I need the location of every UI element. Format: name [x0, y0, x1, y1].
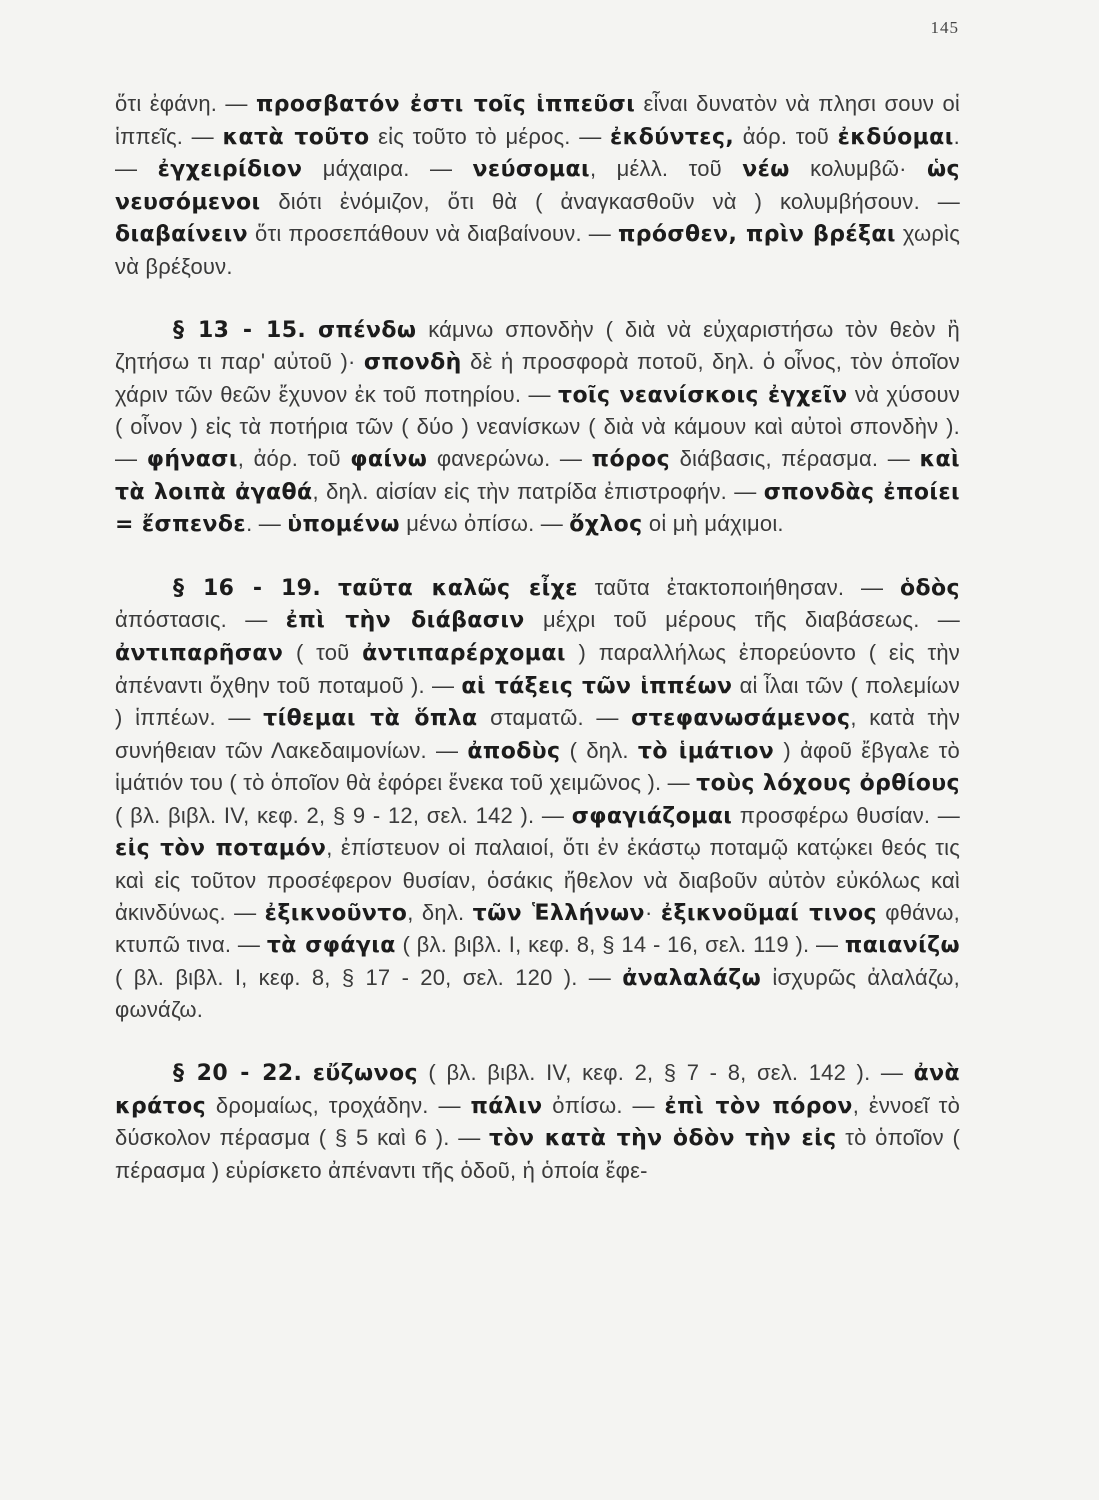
- bold-term: ὡς νευσόμενοι: [115, 157, 960, 215]
- paragraph-gap: [115, 541, 960, 572]
- gloss-text: ) ἀφοῦ ἔβγαλε τὸ ἱμάτιόν του ( τὸ ὁποῖον θὰ ἐφόρει ἕνεκα τοῦ χειμῶνος ). —: [115, 737, 960, 796]
- gloss-text: [321, 575, 338, 600]
- gloss-text: ( βλ. βιβλ. IV, κεφ. 2, § 9 - 12, σελ. 142 ). —: [115, 802, 572, 828]
- gloss-text: φθάνω, κτυπῶ τινα. —: [115, 899, 960, 958]
- bold-term: τὸ ἱμάτιον: [637, 738, 775, 764]
- bold-term: προσβατόν ἐστι τοῖς ἱππεῦσι: [255, 92, 636, 117]
- paragraph-gap: [115, 1026, 960, 1057]
- gloss-text: ( τοῦ: [283, 639, 363, 665]
- bold-term: ταῦτα καλῶς εἶχε: [337, 575, 578, 601]
- bold-term: ἀντιπαρῆσαν: [115, 640, 284, 666]
- gloss-text: , ἐπίστευον οἱ παλαιοί, ὅτι ἐν ἑκάστῳ ποταμῷ κατῴκει θεός τις καὶ εἰς τοῦτον προσέφερον θυσίαν, ὁσάκις ἤθελον νὰ διαβοῦν αὐτὸν εὐκόλως καὶ ἀκινδύνως. —: [115, 835, 960, 925]
- bold-term: στεφανωσάμενος: [631, 706, 851, 732]
- gloss-text: κολυμβῶ·: [789, 156, 928, 182]
- bold-term: εὔζωνος: [312, 1061, 418, 1087]
- page-number: 145: [930, 18, 959, 37]
- gloss-text: προσφέρω θυσίαν. —: [732, 802, 960, 828]
- bold-term: τῶν Ἑλλήνων: [472, 900, 645, 926]
- bold-term: τίθεμαι τὰ ὅπλα: [263, 706, 478, 732]
- bold-term: τοὺς λόχους ὀρθίους: [696, 771, 960, 797]
- gloss-text: ἰσχυρῶς ἀλαλάζω, φωνάζω.: [115, 964, 960, 1023]
- page-body: [115, 88, 960, 1186]
- bold-term: τὰ σφάγια: [266, 933, 396, 959]
- gloss-text: ) παραλλήλως ἐπορεύοντο ( εἰς τὴν ἀπέναντι ὄχθην τοῦ ποταμοῦ ). —: [115, 639, 961, 698]
- gloss-text: εἶναι δυνατὸν νὰ πλησι σουν οἱ ἱππεῖς. —: [115, 91, 960, 149]
- gloss-text: . —: [115, 123, 960, 182]
- gloss-text: διάβασις, πέρασμα. —: [670, 445, 920, 471]
- bold-term: § 20 - 22.: [173, 1061, 303, 1087]
- gloss-text: εἰς τοῦτο τὸ μέρος. —: [369, 123, 611, 149]
- bold-term: παιανίζω: [844, 933, 960, 959]
- gloss-text: ἀόρ. τοῦ: [734, 123, 838, 149]
- bold-term: § 16 - 19.: [173, 575, 322, 601]
- bold-term: σπονδὴ: [363, 350, 462, 376]
- bold-term: νεύσομαι: [472, 157, 590, 183]
- gloss-text: ταῦτα ἐτακτοποιήθησαν. —: [577, 574, 901, 600]
- gloss-text: ·: [644, 899, 661, 925]
- bold-term: ἐπὶ τὴν διάβασιν: [285, 608, 525, 634]
- gloss-text: , ἐννοεῖ τὸ δύσκολον πέρασμα ( § 5 καὶ 6 ). —: [115, 1092, 960, 1151]
- bold-term: ἀναλαλάζω: [622, 965, 762, 991]
- bold-term: καὶ τὰ λοιπὰ ἀγαθά: [115, 446, 960, 505]
- gloss-text: σταματῶ. —: [477, 705, 632, 731]
- paragraph-4: [115, 1057, 960, 1186]
- bold-term: τὸν κατὰ τὴν ὁδὸν τὴν εἰς: [489, 1126, 837, 1152]
- bold-term: αἱ τάξεις τῶν ἱππέων: [461, 673, 733, 699]
- gloss-text: κάμνω σπονδὴν ( διὰ νὰ εὐχαριστήσω τὸν θεὸν ἢ ζητήσω τι παρ' αὐτοῦ )·: [115, 316, 960, 375]
- gloss-text: [306, 317, 318, 342]
- gloss-text: μένω ὀπίσω. —: [399, 511, 570, 537]
- gloss-text: ὅτι προσεπάθουν νὰ διαβαίνουν. —: [248, 221, 618, 247]
- bold-term: ὄχλος: [569, 512, 643, 538]
- gloss-text: τὸ ὁποῖον ( πέρασμα ) εὑρίσκετο ἀπέναντι τῆς ὁδοῦ, ἡ ὁποία ἔφε-: [115, 1125, 961, 1183]
- gloss-text: ὀπίσω. —: [542, 1092, 665, 1118]
- gloss-text: νὰ χύσουν ( οἶνον ) εἰς τὰ ποτήρια τῶν ( δύο ) νεανίσκων ( διὰ νὰ κάμουν καὶ αὐτοὶ σπονδὴν ). —: [115, 381, 960, 471]
- gloss-text: δρομαίως, τροχάδην. —: [206, 1092, 471, 1118]
- gloss-text: αἱ ἶλαι τῶν ( πολεμίων ) ἱππέων. —: [115, 672, 961, 731]
- bold-term: κατὰ τοῦτο: [222, 124, 370, 150]
- bold-term: ὁδὸς: [900, 575, 960, 601]
- bold-term: φαίνω: [350, 446, 428, 472]
- bold-term: εἰς τὸν ποταμόν: [115, 836, 327, 862]
- bold-term: φήνασι: [146, 446, 238, 472]
- gloss-text: , μέλλ. τοῦ: [589, 156, 743, 182]
- bold-term: τοῖς νεανίσκοις ἐγχεῖν: [558, 382, 848, 408]
- paragraph-gap: [115, 283, 960, 314]
- bold-term: ἀνὰ κράτος: [115, 1061, 960, 1119]
- gloss-text: , κατὰ τὴν συνήθειαν τῶν Λακεδαιμονίων. —: [115, 705, 961, 763]
- gloss-text: , δηλ. αἰσίαν εἰς τὴν πατρίδα ἐπιστροφήν. —: [312, 478, 764, 504]
- bold-term: ἀποδὺς: [467, 738, 561, 764]
- bold-term: σφαγιάζομαι: [571, 803, 733, 829]
- gloss-text: ( βλ. βιβλ. I, κεφ. 8, § 17 - 20, σελ. 120 ). —: [115, 964, 623, 990]
- gloss-text: . —: [246, 511, 288, 537]
- gloss-text: δὲ ἡ προσφορὰ ποτοῦ, δηλ. ὁ οἶνος, τὸν ὁποῖον χάριν τῶν θεῶν ἔχυνον ἐκ τοῦ ποτηρίου. —: [115, 349, 960, 407]
- gloss-text: ἀπόστασις. —: [115, 607, 286, 633]
- bold-term: ἀντιπαρέρχομαι: [362, 640, 566, 666]
- bold-term: πάλιν: [470, 1093, 543, 1119]
- gloss-text: φανερώνω. —: [427, 445, 592, 471]
- bold-term: διαβαίνειν: [115, 222, 249, 248]
- bold-term: πόρος: [591, 446, 671, 472]
- gloss-text: , δηλ.: [407, 899, 473, 925]
- bold-term: ἐξικνοῦντο: [264, 900, 408, 926]
- bold-term: § 13 - 15.: [173, 317, 307, 343]
- gloss-text: διότι ἐνόμιζον, ὅτι θὰ ( ἀναγκασθοῦν νὰ ) κολυμβήσουν. —: [260, 188, 960, 214]
- bold-term: πρόσθεν, πρὶν βρέξαι: [617, 222, 896, 248]
- gloss-text: ὅτι ἐφάνη. —: [115, 91, 256, 116]
- gloss-text: ( βλ. βιβλ. IV, κεφ. 2, § 7 - 8, σελ. 142 ). —: [417, 1060, 914, 1086]
- bold-term: σπονδὰς ἐποίει = ἔσπενδε: [115, 479, 960, 538]
- gloss-text: οἱ μὴ μάχιμοι.: [642, 511, 784, 537]
- bold-term: ἐκδύομαι: [837, 124, 954, 150]
- bold-term: σπένδω: [317, 317, 417, 343]
- gloss-text: , ἀόρ. τοῦ: [237, 445, 351, 471]
- gloss-text: μάχαιρα. —: [302, 156, 473, 182]
- gloss-text: ( βλ. βιβλ. I, κεφ. 8, § 14 - 16, σελ. 119 ). —: [395, 932, 845, 958]
- gloss-text: χωρὶς νὰ βρέξουν.: [115, 221, 960, 279]
- paragraph-2: [115, 314, 960, 541]
- gloss-text: ( δηλ.: [560, 737, 638, 763]
- bold-term: ὑπομένω: [287, 512, 400, 538]
- bold-term: ἐπὶ τὸν πόρον: [664, 1093, 853, 1119]
- bold-term: ἐξικνοῦμαί τινος: [660, 900, 877, 926]
- bold-term: ἐκδύντες,: [610, 124, 735, 150]
- gloss-text: μέχρι τοῦ μέρους τῆς διαβάσεως. —: [524, 607, 960, 633]
- bold-term: ἐγχειρίδιον: [157, 157, 303, 183]
- paragraph-3: [115, 572, 960, 1026]
- paragraph-1: [115, 88, 960, 283]
- bold-term: νέω: [742, 157, 790, 183]
- gloss-text: [302, 1060, 313, 1085]
